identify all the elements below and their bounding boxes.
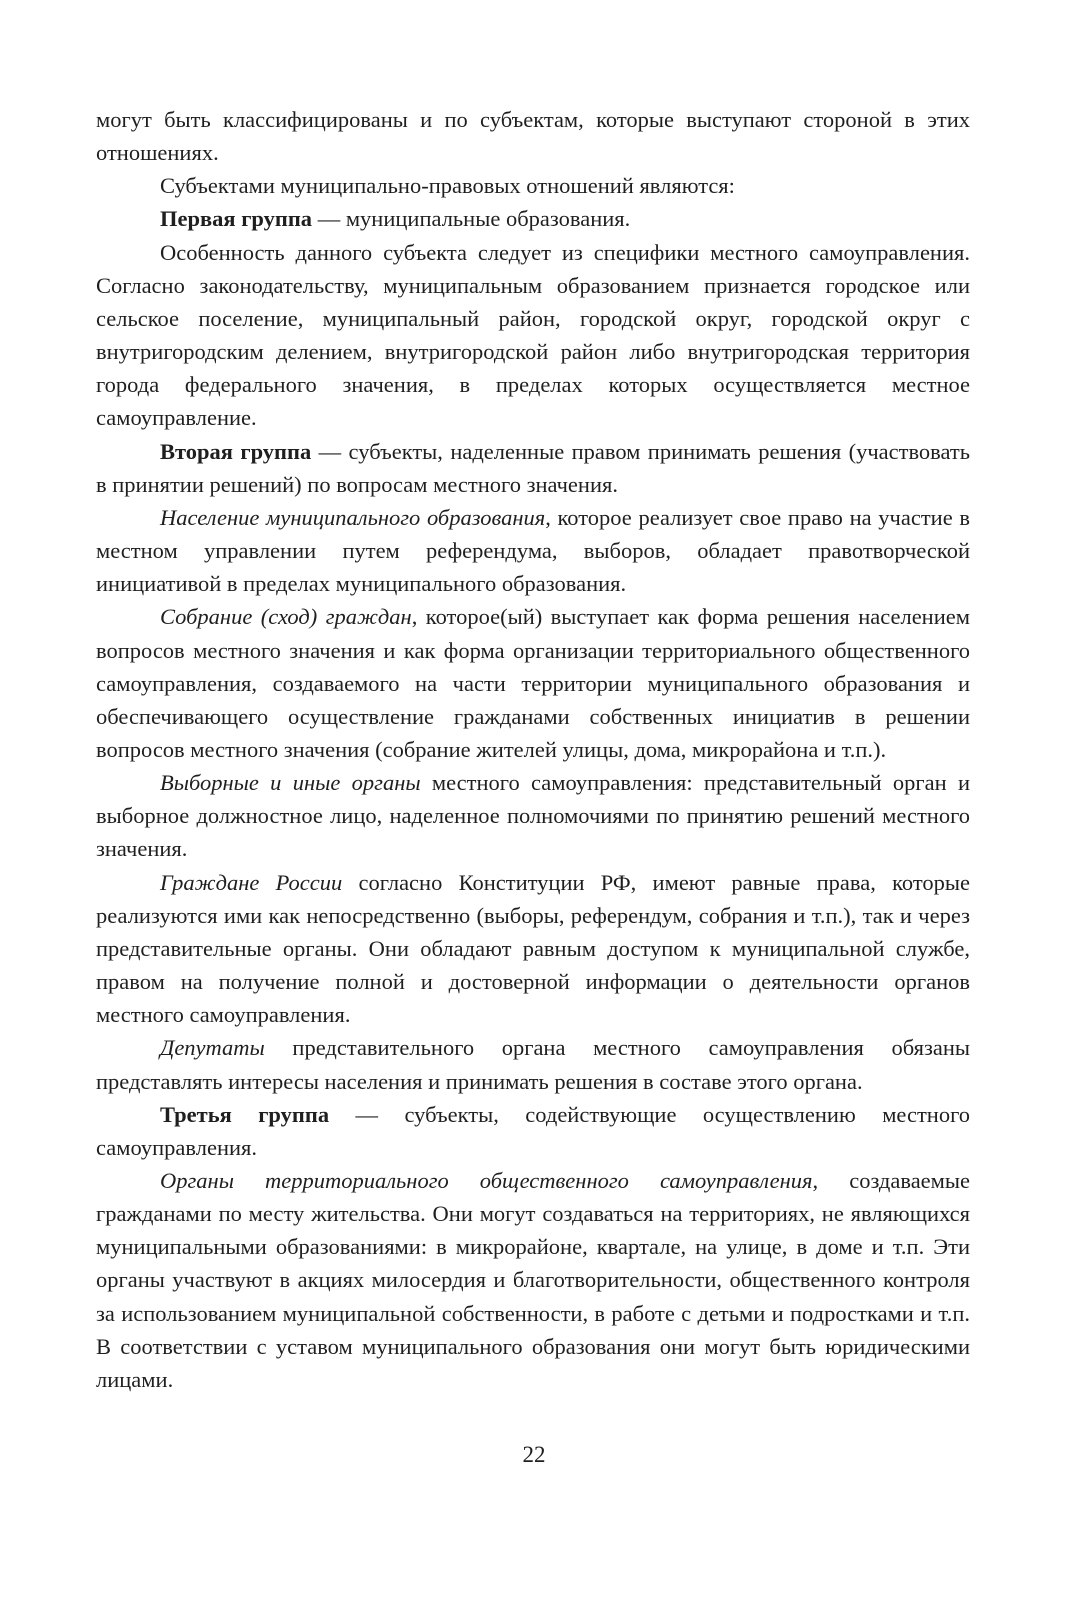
paragraph-deputies xyxy=(96,1031,970,1097)
paragraph-text: согласно Конституции РФ, имеют равные права, которые реализуются ими как непосредственно (выборы, референдум, собрания и т.п.), так и через представительные органы. Они обладают равным доступом к муниципальной службе, правом на получение полной и достоверной информации о деятельности органов местного самоуправления. xyxy=(96,869,970,1028)
term-italic: Население муниципального образования xyxy=(160,504,546,530)
paragraph-text: — субъекты, наделенные правом принимать решения (участвовать в принятии решений) по вопросам местного значения. xyxy=(96,438,971,497)
paragraph-text: — субъекты, содействующие осуществлению местного самоуправления. xyxy=(96,1101,971,1160)
paragraph-subjects-intro xyxy=(96,169,970,202)
term-italic: Выборные и иные органы xyxy=(160,770,421,796)
paragraph-text: местного самоуправления: представительный орган и выборное должностное лицо, наделенное полномочиями по принятию решений местного значения. xyxy=(96,770,970,862)
paragraph-group-three xyxy=(96,1098,970,1164)
paragraph-population xyxy=(96,501,970,600)
term-italic: Собрание (сход) граждан xyxy=(160,604,412,630)
paragraph-territorial-bodies xyxy=(96,1164,970,1396)
paragraph-text: могут быть классифицированы и по субъектам, которые выступают стороной в этих отношениях. xyxy=(96,107,970,166)
paragraph-text: , создаваемые гражданами по месту жительства. Они могут создаваться на территориях, не являющихся муниципальными образованиями: в микрорайоне, квартале, на улице, в доме и т.п. Эти органы участвуют в акциях милосердия и благотворительности, общественного контроля за использованием муниципальной собственности, в работе с детьми и подростками и т.п. В соответствии с уставом муниципального образования они могут быть юридическими лицами. xyxy=(96,1168,971,1392)
paragraph-citizens-of-russia xyxy=(96,866,970,1032)
group-heading: Вторая группа xyxy=(160,438,312,464)
paragraph-elected-bodies xyxy=(96,766,970,865)
term-italic: Депутаты xyxy=(160,1035,265,1061)
paragraph-citizens-assembly xyxy=(96,600,970,766)
paragraph-continuation xyxy=(96,103,970,169)
paragraph-group-one xyxy=(96,202,970,235)
page-body xyxy=(96,103,970,1396)
term-italic: Органы территориального общественного самоуправления xyxy=(160,1168,813,1193)
paragraph-text: , которое реализует свое право на участие в местном управлении путем референдума, выборов, обладает правотворческой инициативой в пределах муниципального образования. xyxy=(96,504,970,597)
term-italic: Граждане России xyxy=(160,869,343,895)
paragraph-text: — муниципальные образования. xyxy=(312,206,631,232)
paragraph-municipal-formation xyxy=(96,236,970,435)
paragraph-text: Особенность данного субъекта следует из специфики местного самоуправления. Согласно законодательству, муниципальным образованием признается городское или сельское поселение, муниципальный район, городской округ, городской округ с внутригородским делением, внутригородской район либо внутригородская территория города федерального значения, в пределах которых осуществляется местное самоуправление. xyxy=(96,239,970,431)
paragraph-text: Субъектами муниципально-правовых отношений являются: xyxy=(160,173,735,199)
paragraph-text: представительного органа местного самоуправления обязаны представлять интересы населения и принимать решения в составе этого органа. xyxy=(96,1035,970,1094)
paragraph-group-two xyxy=(96,435,970,501)
paragraph-text: , которое(ый) выступает как форма решения населением вопросов местного значения и как форма организации территориального общественного самоуправления, создаваемого на части территории муниципального образования и обеспечивающего осуществление гражданами собственных инициатив в решении вопросов местного значения (собрание жителей улицы, дома, микрорайона и т.п.). xyxy=(96,604,970,762)
group-heading: Третья группа xyxy=(160,1101,330,1127)
page-number: 22 xyxy=(522,1442,546,1467)
group-heading: Первая группа xyxy=(160,206,313,232)
